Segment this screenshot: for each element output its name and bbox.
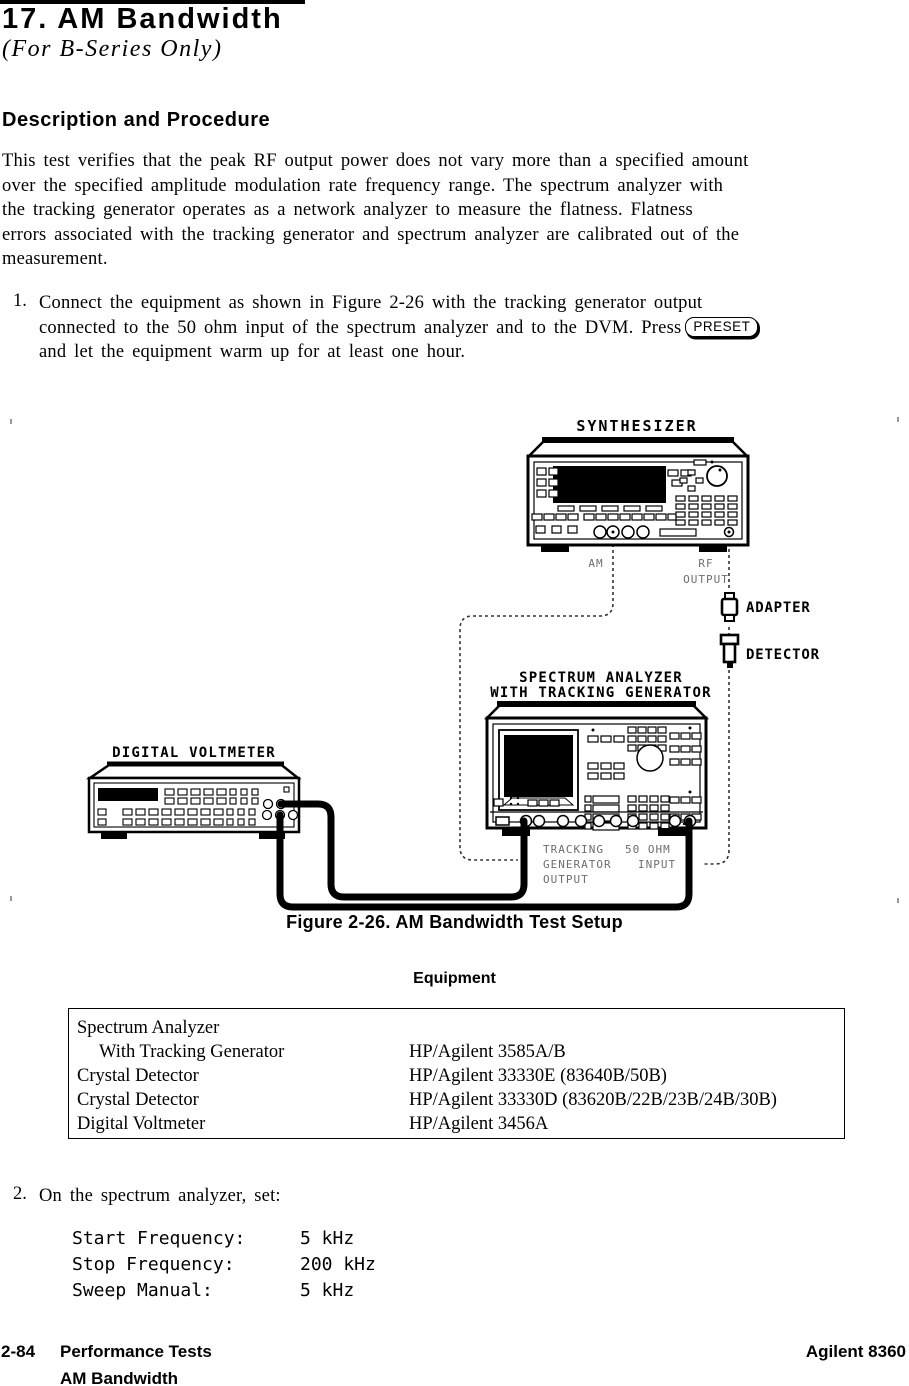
description-line: the tracking generator operates as a network analyzer to measure the flatness. Flatness: [2, 200, 693, 220]
equipment-item: Crystal Detector: [77, 1090, 199, 1110]
step2-text: On the spectrum analyzer, set:: [39, 1186, 281, 1206]
table-row: [77, 1040, 844, 1064]
step1-line: and let the equipment warm up for at least one hour.: [39, 342, 466, 362]
equipment-model: HP/Agilent 3456A: [409, 1114, 549, 1134]
synthesizer-unit: [528, 417, 748, 586]
setting-row: [72, 1226, 376, 1252]
footer-page-number: 2-84: [1, 1342, 36, 1361]
step1-number: 1.: [13, 291, 27, 311]
equipment-item: Spectrum Analyzer: [77, 1018, 220, 1038]
step1-line: connected to the 50 ohm input of the spectrum analyzer and to the DVM. Press PRESET: [39, 316, 758, 341]
spectrum-analyzer-label-line1: SPECTRUM ANALYZER: [519, 670, 683, 686]
description-line: over the specified amplitude modulation rate frequency range. The spectrum analyzer with: [2, 175, 724, 196]
table-row: [77, 1064, 844, 1088]
setting-label: Start Frequency:: [72, 1228, 246, 1249]
footer-subsection: AM Bandwidth: [60, 1369, 179, 1386]
setting-label: Stop Frequency:: [72, 1254, 235, 1275]
fifty-ohm-label-line1: 50 OHM: [625, 843, 671, 856]
tracking-generator-label-line1: TRACKING: [543, 843, 604, 856]
tracking-generator-label-line2: GENERATOR: [543, 858, 612, 871]
step1-text: [39, 291, 758, 365]
dvm-label: DIGITAL VOLTMETER: [112, 745, 276, 761]
equipment-item: With Tracking Generator: [99, 1042, 285, 1062]
synthesizer-display: [553, 466, 666, 503]
setting-row: [72, 1252, 376, 1278]
table-row: [77, 1016, 844, 1040]
port-labels: [543, 843, 676, 886]
step2-number: 2.: [13, 1184, 27, 1204]
spectrum-analyzer-unit: [487, 670, 712, 836]
dvm-display: [98, 788, 158, 801]
equipment-item: Digital Voltmeter: [77, 1114, 206, 1134]
figure-caption: Figure 2-26. AM Bandwidth Test Setup: [286, 912, 623, 932]
table-row: [77, 1088, 844, 1112]
setting-value: 5 kHz: [300, 1228, 355, 1249]
page-title: 17. AM Bandwidth: [2, 3, 283, 35]
dvm-unit: [89, 745, 299, 839]
detector-icon: [721, 635, 738, 668]
am-port-label: AM: [588, 557, 604, 570]
equipment-table: [68, 1008, 845, 1139]
section-heading: Description and Procedure: [2, 109, 271, 131]
setting-value: 200 kHz: [300, 1254, 376, 1275]
setting-value: 5 kHz: [300, 1280, 355, 1301]
adapter-label: ADAPTER: [746, 600, 811, 616]
rf-port-label-line2: OUTPUT: [683, 573, 729, 586]
equipment-model: HP/Agilent 3585A/B: [409, 1042, 566, 1062]
page-subtitle: (For B-Series Only): [2, 36, 223, 62]
description-line: This test verifies that the peak RF output power does not vary more than a specified amount: [2, 151, 749, 171]
equipment-model: HP/Agilent 33330E (83640B/50B): [409, 1066, 667, 1086]
rf-port-label-line1: RF: [698, 557, 714, 570]
test-setup-figure: [0, 400, 909, 915]
equipment-model: HP/Agilent 33330D (83620B/22B/23B/24B/30B): [409, 1090, 777, 1110]
spectrum-analyzer-label-line2: WITH TRACKING GENERATOR: [490, 685, 712, 701]
spectrum-analyzer-knob: [637, 745, 663, 771]
fifty-ohm-label-line2: INPUT: [638, 858, 677, 871]
tracking-generator-label-line3: OUTPUT: [543, 873, 589, 886]
footer-section: Performance Tests: [60, 1342, 212, 1361]
preset-key: PRESET: [685, 317, 758, 337]
description-paragraph: [2, 149, 748, 272]
equipment-item: Crystal Detector: [77, 1066, 199, 1086]
equipment-model: [409, 1016, 844, 1040]
setting-label: Sweep Manual:: [72, 1280, 213, 1301]
setting-row: [72, 1278, 376, 1304]
synthesizer-label: SYNTHESIZER: [576, 417, 698, 435]
adapter-icon: [722, 593, 737, 621]
description-line: errors associated with the tracking generator and spectrum analyzer are calibrated out of the: [2, 224, 740, 245]
detector-label: DETECTOR: [746, 647, 820, 663]
equipment-heading: Equipment: [413, 970, 496, 987]
table-row: [77, 1112, 844, 1136]
description-line: measurement.: [2, 249, 108, 269]
analyzer-settings: [72, 1226, 376, 1304]
step1-line: Connect the equipment as shown in Figure 2-26 with the tracking generator output: [39, 293, 703, 313]
footer-model: Agilent 8360: [805, 1342, 906, 1361]
synthesizer-knob: [707, 466, 727, 486]
